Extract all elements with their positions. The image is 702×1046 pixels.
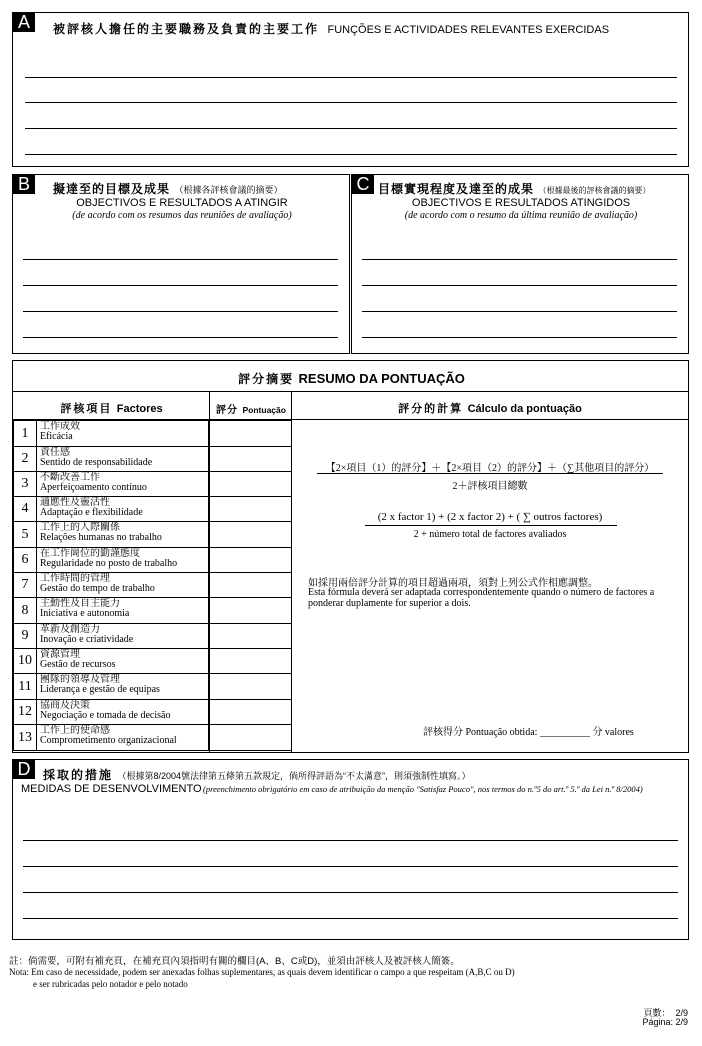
factor-name-pt: Gestão do tempo de trabalho <box>39 583 155 594</box>
factor-number: 5 <box>14 522 37 548</box>
factor-row <box>14 598 292 624</box>
section-d-line-4[interactable] <box>23 918 678 919</box>
factor-name-pt: Gestão de recursos <box>39 659 116 670</box>
section-c-line-4[interactable] <box>362 337 677 338</box>
factor-score-field[interactable] <box>209 522 292 548</box>
section-a <box>12 12 689 167</box>
factor-name-zh: 工作時間的管理 <box>39 573 110 584</box>
factor-name-zh: 責任感 <box>39 447 70 458</box>
factor-number: 10 <box>14 649 37 674</box>
factor-name-pt: Relações humanas no trabalho <box>39 532 162 543</box>
footnote-zh-text: 倘需要，可附有補充頁，在補充頁內須指明有關的欄目(A、B、C或D)，並須由評核人及被評核人簡簽。 <box>28 956 460 967</box>
factor-name-zh: 協商及決策 <box>39 700 90 711</box>
footnote-zh-label: 註： <box>9 956 29 967</box>
score-result <box>423 723 634 738</box>
section-b <box>12 174 350 354</box>
factor-row <box>14 548 292 573</box>
factor-name <box>36 548 208 573</box>
section-c-title-note: （根據最後的評核會議的摘要） <box>538 186 651 195</box>
factor-name <box>36 573 208 598</box>
factor-score-field[interactable] <box>209 548 292 573</box>
factor-name <box>36 624 208 649</box>
factor-number: 7 <box>14 573 37 598</box>
section-c-title-pt: OBJECTIVOS E RESULTADOS ATINGIDOS <box>411 197 631 209</box>
col-factors-pt: Factores <box>116 403 163 415</box>
factor-name-zh: 工作成效 <box>39 421 80 432</box>
section-b-line-3[interactable] <box>23 311 338 312</box>
factor-row <box>14 700 292 725</box>
summary-title-divider <box>13 391 688 392</box>
section-a-title-pt: FUNÇÕES E ACTIVIDADES RELEVANTES EXERCIDAS <box>327 24 610 36</box>
summary-header-score <box>210 400 292 418</box>
section-c-line-1[interactable] <box>362 259 677 260</box>
section-a-line-2[interactable] <box>25 102 677 103</box>
section-b-subtitle: (de acordo com os resumos das reuniões de avaliação) <box>72 210 292 221</box>
factor-name <box>36 649 208 674</box>
factor-row <box>14 725 292 751</box>
factor-name-zh: 在工作崗位的勤謹態度 <box>39 548 140 559</box>
factor-row <box>14 522 292 548</box>
section-b-line-2[interactable] <box>23 285 338 286</box>
factor-number: 4 <box>14 497 37 522</box>
section-c <box>351 174 689 354</box>
section-b-title-pt: OBJECTIVOS E RESULTADOS A ATINGIR <box>76 197 288 209</box>
factor-score-field[interactable] <box>209 700 292 725</box>
factor-row <box>14 497 292 522</box>
factor-name-pt: Sentido de responsabilidade <box>39 457 153 468</box>
score-summary <box>12 360 689 753</box>
summary-header-factors <box>13 399 210 417</box>
footnote-pt-text-2: e ser rubricadas pelo notador e pelo notado <box>33 979 188 989</box>
factor-score-field[interactable] <box>209 598 292 624</box>
factor-row <box>14 472 292 497</box>
factor-score-field[interactable] <box>209 725 292 751</box>
factor-name-pt: Aperfeiçoamento contínuo <box>39 482 147 493</box>
factors-table <box>13 420 292 751</box>
factor-name <box>36 700 208 725</box>
factor-score-field[interactable] <box>209 497 292 522</box>
factor-name <box>36 497 208 522</box>
section-a-line-4[interactable] <box>25 154 677 155</box>
factor-name <box>36 674 208 700</box>
factor-score-field[interactable] <box>209 472 292 497</box>
factor-number: 3 <box>14 472 37 497</box>
formula-note-zh: 如採用兩倍評分計算的項目超過兩項，須對上列公式作相應調整。 <box>308 578 598 589</box>
section-b-letter: B <box>13 175 35 194</box>
section-d-title-note: （根據第8/2004號法律第五條第五款規定，倘所得評語為“不太滿意”，則須強制性填寫。） <box>117 771 471 781</box>
section-c-letter: C <box>352 175 374 194</box>
formula-zh-bar <box>317 473 663 474</box>
section-d-line-3[interactable] <box>23 892 678 893</box>
factor-number: 13 <box>14 725 37 751</box>
formula-pt-bar <box>365 525 617 526</box>
footnote-zh <box>9 953 460 967</box>
section-a-letter: A <box>13 13 35 32</box>
formula-note-pt: Esta fórmula deverá ser adaptada correspondentemente quando o número de factores a ponderar duplamente for superior a dois. <box>308 587 655 609</box>
factor-score-field[interactable] <box>209 674 292 700</box>
factor-name <box>36 725 208 751</box>
factor-name-zh: 主動性及自主能力 <box>39 598 120 609</box>
factor-number: 9 <box>14 624 37 649</box>
col-score-pt: Pontuação <box>242 405 286 415</box>
factor-name-pt: Regularidade no posto de trabalho <box>39 558 178 569</box>
page-number-pt: Página: 2/9 <box>642 1017 688 1027</box>
section-a-line-3[interactable] <box>25 128 677 129</box>
summary-header-calc <box>292 399 688 417</box>
factor-name-zh: 不斷改善工作 <box>39 472 100 483</box>
section-b-line-4[interactable] <box>23 337 338 338</box>
factor-name <box>36 472 208 497</box>
score-result-label: 評核得分 Pontuação obtida: <box>423 727 538 738</box>
factor-row <box>14 649 292 674</box>
factor-name-zh: 適應性及靈活性 <box>39 497 110 508</box>
factor-name <box>36 522 208 548</box>
score-result-unit: 分 valores <box>592 727 634 738</box>
factor-number: 8 <box>14 598 37 624</box>
col-calc-zh: 評分的計算 <box>398 403 464 415</box>
factor-score-field[interactable] <box>209 573 292 598</box>
summary-title-zh: 評分摘要 <box>238 372 295 386</box>
factor-name-pt: Iniciativa e autonomia <box>39 608 130 619</box>
col-calc-pt: Cálculo da pontuação <box>467 403 582 415</box>
factor-row <box>14 573 292 598</box>
factor-row <box>14 421 292 447</box>
factor-number: 11 <box>14 674 37 700</box>
section-d-line-2[interactable] <box>23 866 678 867</box>
section-a-title-zh: 被評核人擔任的主要職務及負責的主要工作 <box>53 22 320 36</box>
footnote-pt-text-1: Em caso de necessidade, podem ser anexadas folhas suplementares, as quais devem identificar o campo a que respeitam (A,B,C ou D) <box>31 967 515 977</box>
section-d-title-zh: 採取的措施 <box>43 768 114 782</box>
formula-zh-numerator: 【2×項目（1）的評分】＋【2×項目（2）的評分】＋（∑其他項目的評分） <box>325 463 655 474</box>
factor-name-zh: 團隊的領導及管理 <box>39 674 120 685</box>
col-score-zh: 評分 <box>216 405 239 416</box>
section-c-line-2[interactable] <box>362 285 677 286</box>
section-c-title-zh: 目標實現程度及達至的成果 <box>378 182 535 196</box>
factor-name <box>36 598 208 624</box>
factor-score-field[interactable] <box>209 447 292 472</box>
factor-name-zh: 資源管理 <box>39 649 80 660</box>
section-c-line-3[interactable] <box>362 311 677 312</box>
factor-name-pt: Eficácia <box>39 431 73 442</box>
factor-score-field[interactable] <box>209 624 292 649</box>
factor-number: 12 <box>14 700 37 725</box>
factor-number: 1 <box>14 421 37 447</box>
section-b-line-1[interactable] <box>23 259 338 260</box>
factor-score-field[interactable] <box>209 649 292 674</box>
factor-name-pt: Comprometimento organizacional <box>39 735 177 746</box>
footnote-pt <box>9 967 515 977</box>
page-number-zh: 頁數： 2/9 <box>643 1008 688 1018</box>
section-d-note-pt: (preenchimento obrigatório em caso de atribuição da menção "Satisfaz Pouco", nos termos do n.º5 do art.º 5.º da Lei n.º 8/2004) <box>203 784 643 794</box>
factor-number: 2 <box>14 447 37 472</box>
section-b-title-zh: 擬達至的目標及成果 <box>53 182 171 196</box>
formula-pt-denominator: 2 + número total de factores avaliados <box>413 529 567 540</box>
section-a-line-1[interactable] <box>25 77 677 78</box>
formula-zh-denominator: 2＋評核項目總數 <box>452 481 528 492</box>
factor-row <box>14 674 292 700</box>
footnote-pt-label: Nota: <box>9 967 29 977</box>
factor-row <box>14 447 292 472</box>
section-d-letter: D <box>13 760 35 779</box>
section-c-subtitle: (de acordo com o resumo da última reunião de avaliação) <box>404 210 638 221</box>
factor-name <box>36 421 208 447</box>
section-d-title-pt: MEDIDAS DE DESENVOLVIMENTO <box>21 783 202 795</box>
score-result-input[interactable]: __________ <box>539 727 590 738</box>
factor-number: 6 <box>14 548 37 573</box>
section-d-line-1[interactable] <box>23 840 678 841</box>
summary-title-pt: RESUMO DA PONTUAÇÃO <box>298 371 465 386</box>
factor-name-zh: 革新及創造力 <box>39 624 100 635</box>
col-factors-zh: 評核項目 <box>60 403 113 415</box>
section-b-title-note: （根據各評核會議的摘要） <box>174 185 283 195</box>
formula-pt-numerator: (2 x factor 1) + (2 x factor 2) + ( ∑ outros factores) <box>377 511 603 523</box>
factor-name <box>36 447 208 472</box>
factor-name-zh: 工作上的人際關係 <box>39 522 120 533</box>
factor-name-pt: Negociação e tomada de decisão <box>39 710 171 721</box>
factor-score-field[interactable] <box>209 421 292 447</box>
factor-row <box>14 624 292 649</box>
factor-name-pt: Adaptação e flexibilidade <box>39 507 143 518</box>
factor-name-pt: Inovação e criatividade <box>39 634 134 645</box>
factor-name-pt: Liderança e gestão de equipas <box>39 684 160 695</box>
factor-name-zh: 工作上的使命感 <box>39 725 110 736</box>
section-d <box>12 759 689 940</box>
